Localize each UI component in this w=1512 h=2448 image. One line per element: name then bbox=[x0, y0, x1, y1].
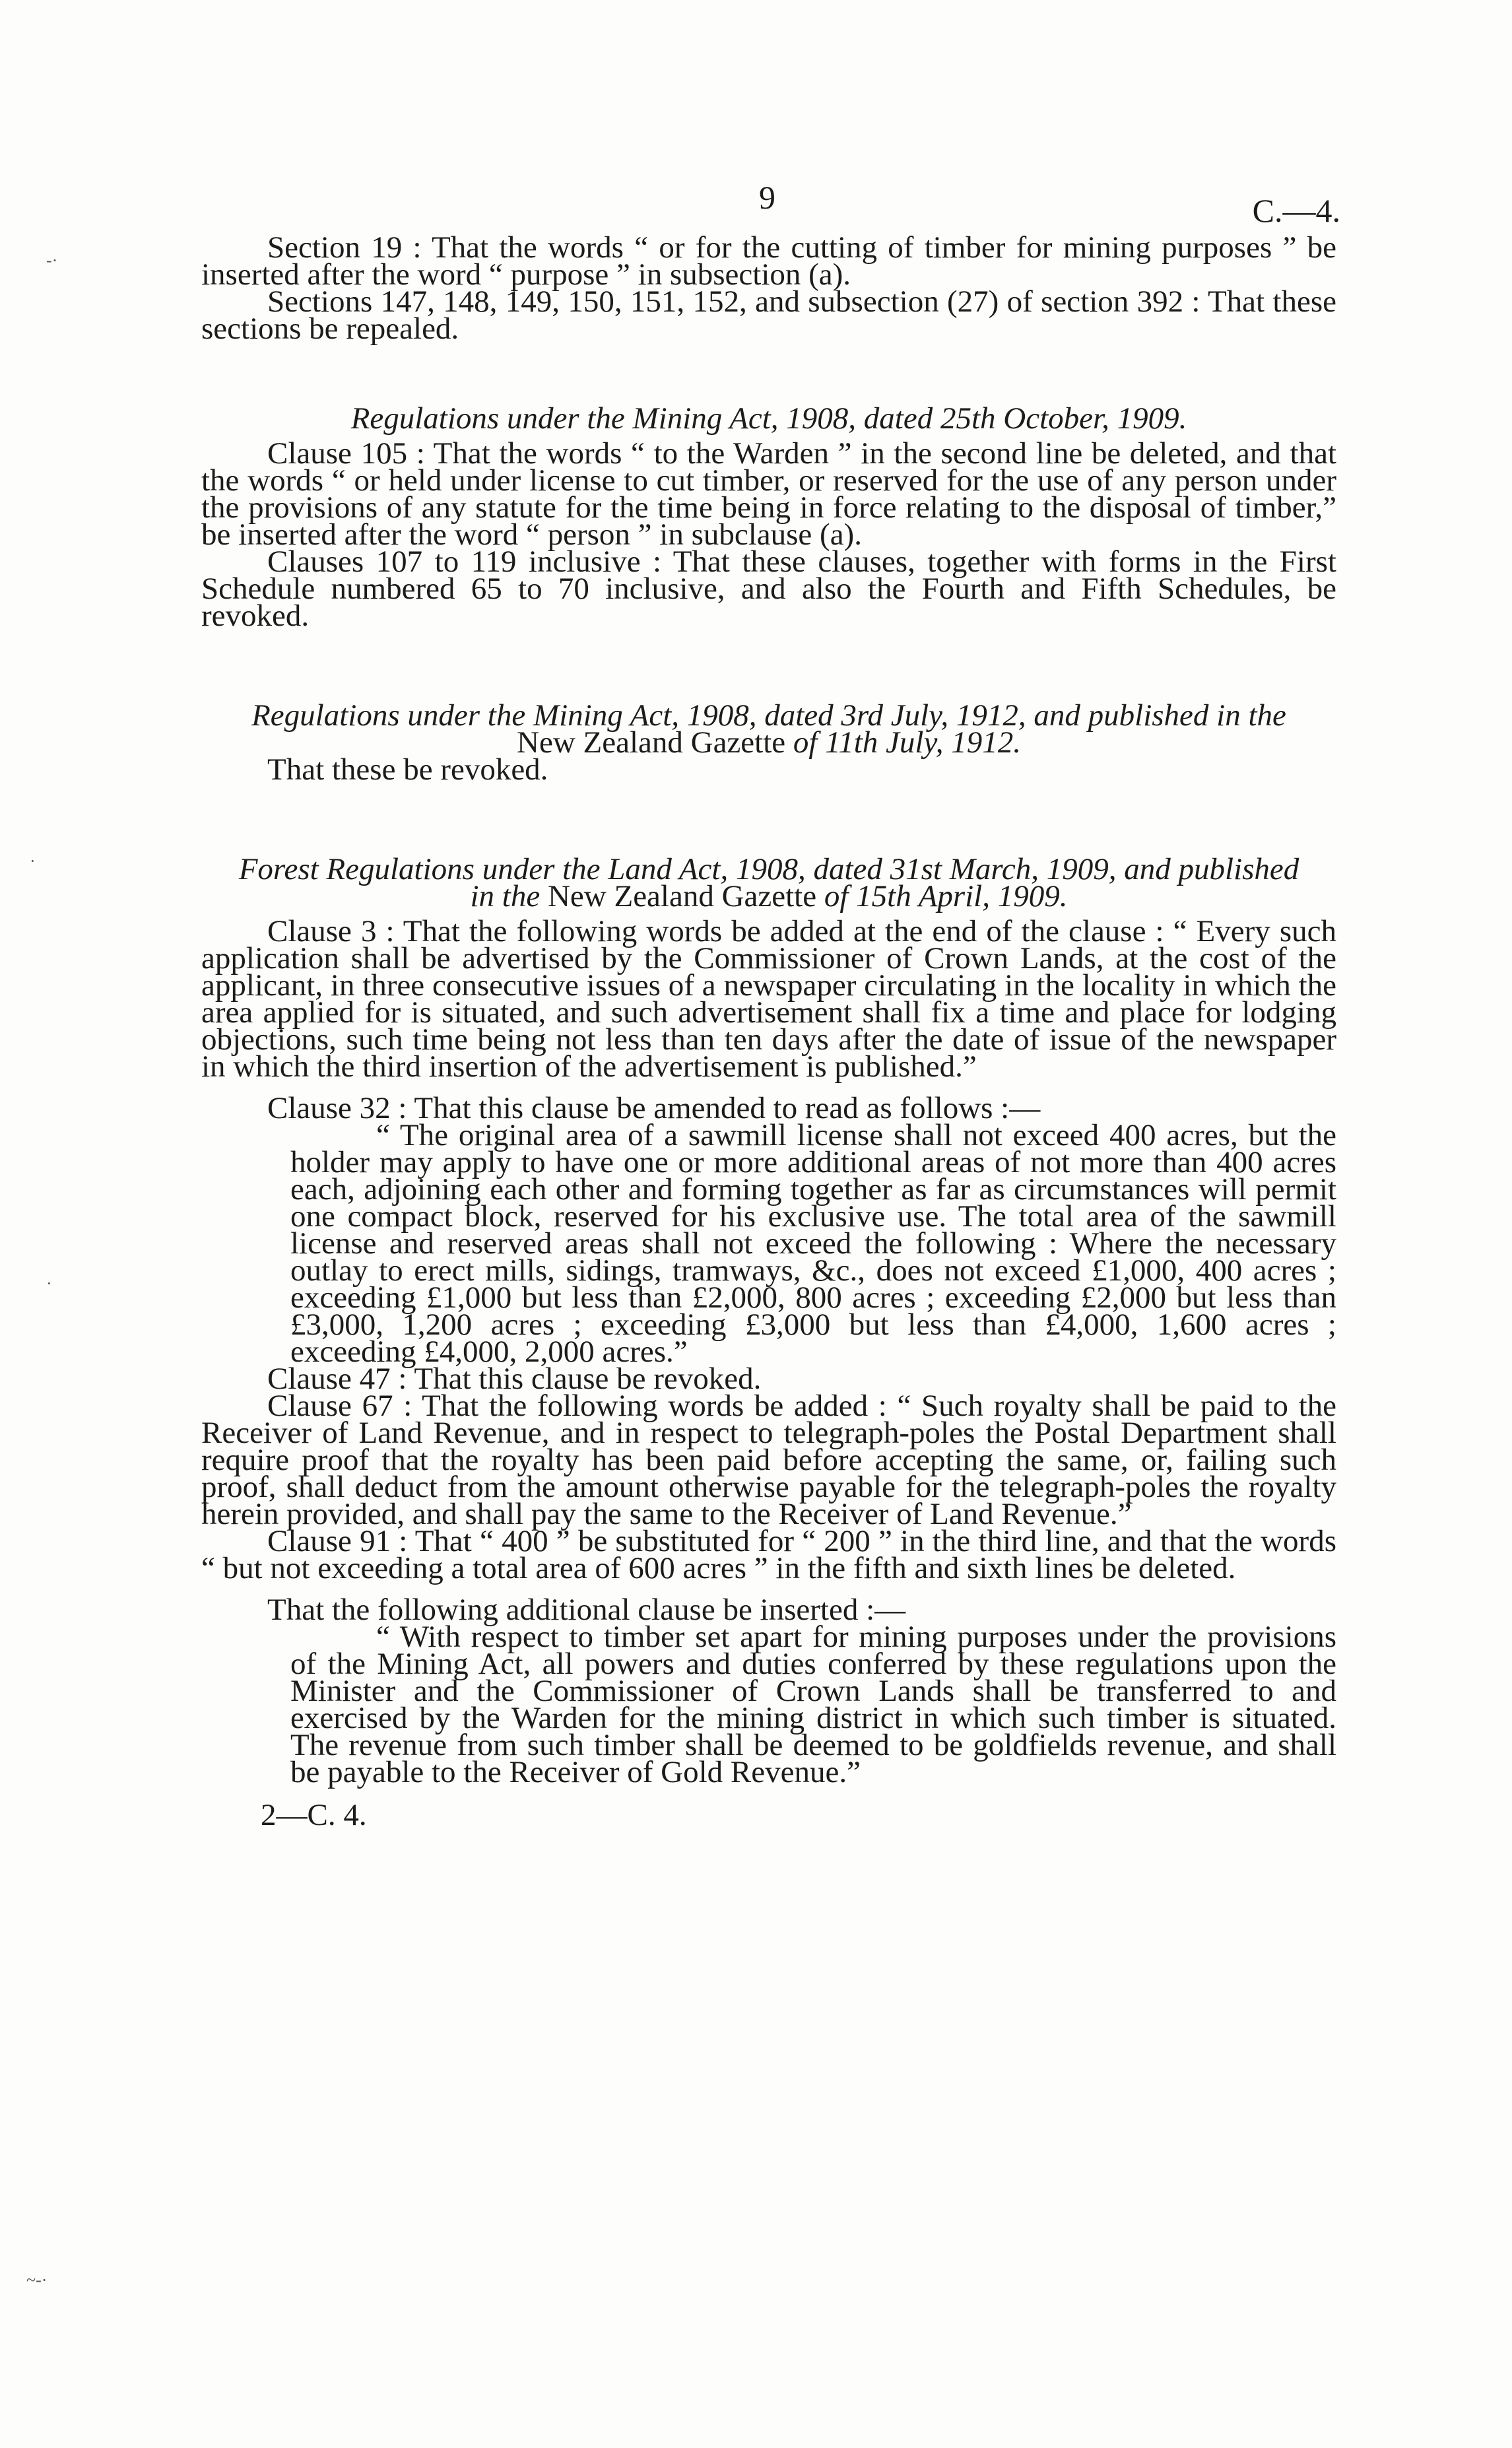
clause-67-paragraph: Clause 67 : That the following words be added : “ Such royalty shall be paid to the Receiver of Land Revenue, and in respect to telegraph-poles the Postal Department shall require proof that the royalty has been paid before accepting the same, or, failing such proof, shall deduct from the amount otherwise payable for the telegraph-poles the royalty herein provided, and shall pay the same to the Receiver of Land Revenue.” bbox=[201, 1389, 1336, 1531]
scan-speck: -· bbox=[46, 251, 58, 270]
heading-forest-date: of 15th April, 1909. bbox=[824, 879, 1068, 913]
clauses-107-119-paragraph: Clauses 107 to 119 inclusive : That these clauses, together with forms in the First Schedule numbered 65 to 70 inclusive, and also the Fourth and Fifth Schedules, be revoked. bbox=[201, 545, 1336, 633]
heading-forest-gazette: New Zealand Gazette bbox=[547, 879, 817, 913]
clause-105-paragraph: Clause 105 : That the words “ to the Warden ” in the second line be deleted, and that the words “ or held under license to cut timber, or reserved for the use of any person under the provisions of any statute for the time being in force relating to the disposal of timber,” be inserted after the word “ person ” in subclause (a). bbox=[201, 436, 1336, 552]
scan-speck: · bbox=[30, 851, 36, 871]
heading-mining-1912-gazette: New Zealand Gazette bbox=[517, 725, 786, 760]
signature-mark: 2—C. 4. bbox=[261, 1798, 367, 1832]
document-body bbox=[201, 230, 1336, 1832]
additional-clause-paragraph: That the following additional clause be inserted :— bbox=[267, 1593, 906, 1627]
heading-mining-regulations-1909: Regulations under the Mining Act, 1908, dated 25th October, 1909. bbox=[350, 401, 1187, 436]
scan-speck: · bbox=[46, 1274, 52, 1293]
section-19-paragraph: Section 19 : That the words “ or for the cutting of timber for mining purposes ” be inserted after the word “ purpose ” in subsection (a). bbox=[201, 230, 1336, 292]
clause-32-paragraph: Clause 32 : That this clause be amended to read as follows :— bbox=[267, 1091, 1041, 1125]
heading-mining-1912-date: of 11th July, 1912. bbox=[793, 725, 1021, 760]
additional-clause-quotation: “ With respect to timber set apart for mining purposes under the provisions of the Mining Act, all powers and duties conferred by these regulations upon the Minister and the Commissioner of Crown Lands shall be transferred to and exercised by the Warden for the mining district in which such timber is situated. The revenue from such timber shall be deemed to be goldfields revenue, and shall be payable to the Receiver of Gold Revenue.” bbox=[290, 1620, 1336, 1789]
heading-mining-1912-line1: Regulations under the Mining Act, 1908, dated 3rd July, 1912, and published in the bbox=[251, 698, 1286, 733]
heading-forest-in-the: in the bbox=[470, 879, 541, 913]
clause-32-quotation: “ The original area of a sawmill license shall not exceed 400 acres, but the holder may apply to have one or more additional areas of not more than 400 acres each, adjoining each other and forming together as far as circumstances will permit one compact block, reserved for his exclusive use. The total area of the sawmill license and reserved areas shall not exceed the following : Where the necessary outlay to erect mills, sidings, tramways, &c., does not exceed £1,000, 400 acres ; exceeding £1,000 but less than £2,000, 800 acres ; exceeding £2,000 but less than £3,000, 1,200 acres ; exceeding £3,000 but less than £4,000, 1,600 acres ; exceeding £4,000, 2,000 acres.” bbox=[290, 1118, 1336, 1369]
heading-forest-line1: Forest Regulations under the Land Act, 1908, dated 31st March, 1909, and published bbox=[238, 852, 1299, 886]
clause-3-paragraph: Clause 3 : That the following words be added at the end of the clause : “ Every such application shall be advertised by the Commissioner of Crown Lands, at the cost of the applicant, in three consecutive issues of a newspaper circulating in the locality in which the area applied for is situated, and such advertisement shall fix a time and place for lodging objections, such time being not less than ten days after the date of issue of the newspaper in which the third insertion of the advertisement is published.” bbox=[201, 914, 1336, 1084]
revocation-paragraph: That these be revoked. bbox=[267, 752, 548, 787]
page-number: 9 bbox=[759, 179, 775, 216]
clause-91-paragraph: Clause 91 : That “ 400 ” be substituted for “ 200 ” in the third line, and that the words “ but not exceeding a total area of 600 acres ” in the fifth and sixth lines be deleted. bbox=[201, 1524, 1336, 1585]
heading-mining-regulations-1912 bbox=[201, 698, 1336, 760]
document-code: C.—4. bbox=[1252, 192, 1340, 229]
scan-speck: ~-· bbox=[26, 2270, 48, 2290]
heading-forest-regulations bbox=[201, 852, 1336, 913]
clause-47-paragraph: Clause 47 : That this clause be revoked. bbox=[267, 1362, 762, 1396]
sections-repealed-paragraph: Sections 147, 148, 149, 150, 151, 152, and subsection (27) of section 392 : That these sections be repealed. bbox=[201, 284, 1336, 346]
